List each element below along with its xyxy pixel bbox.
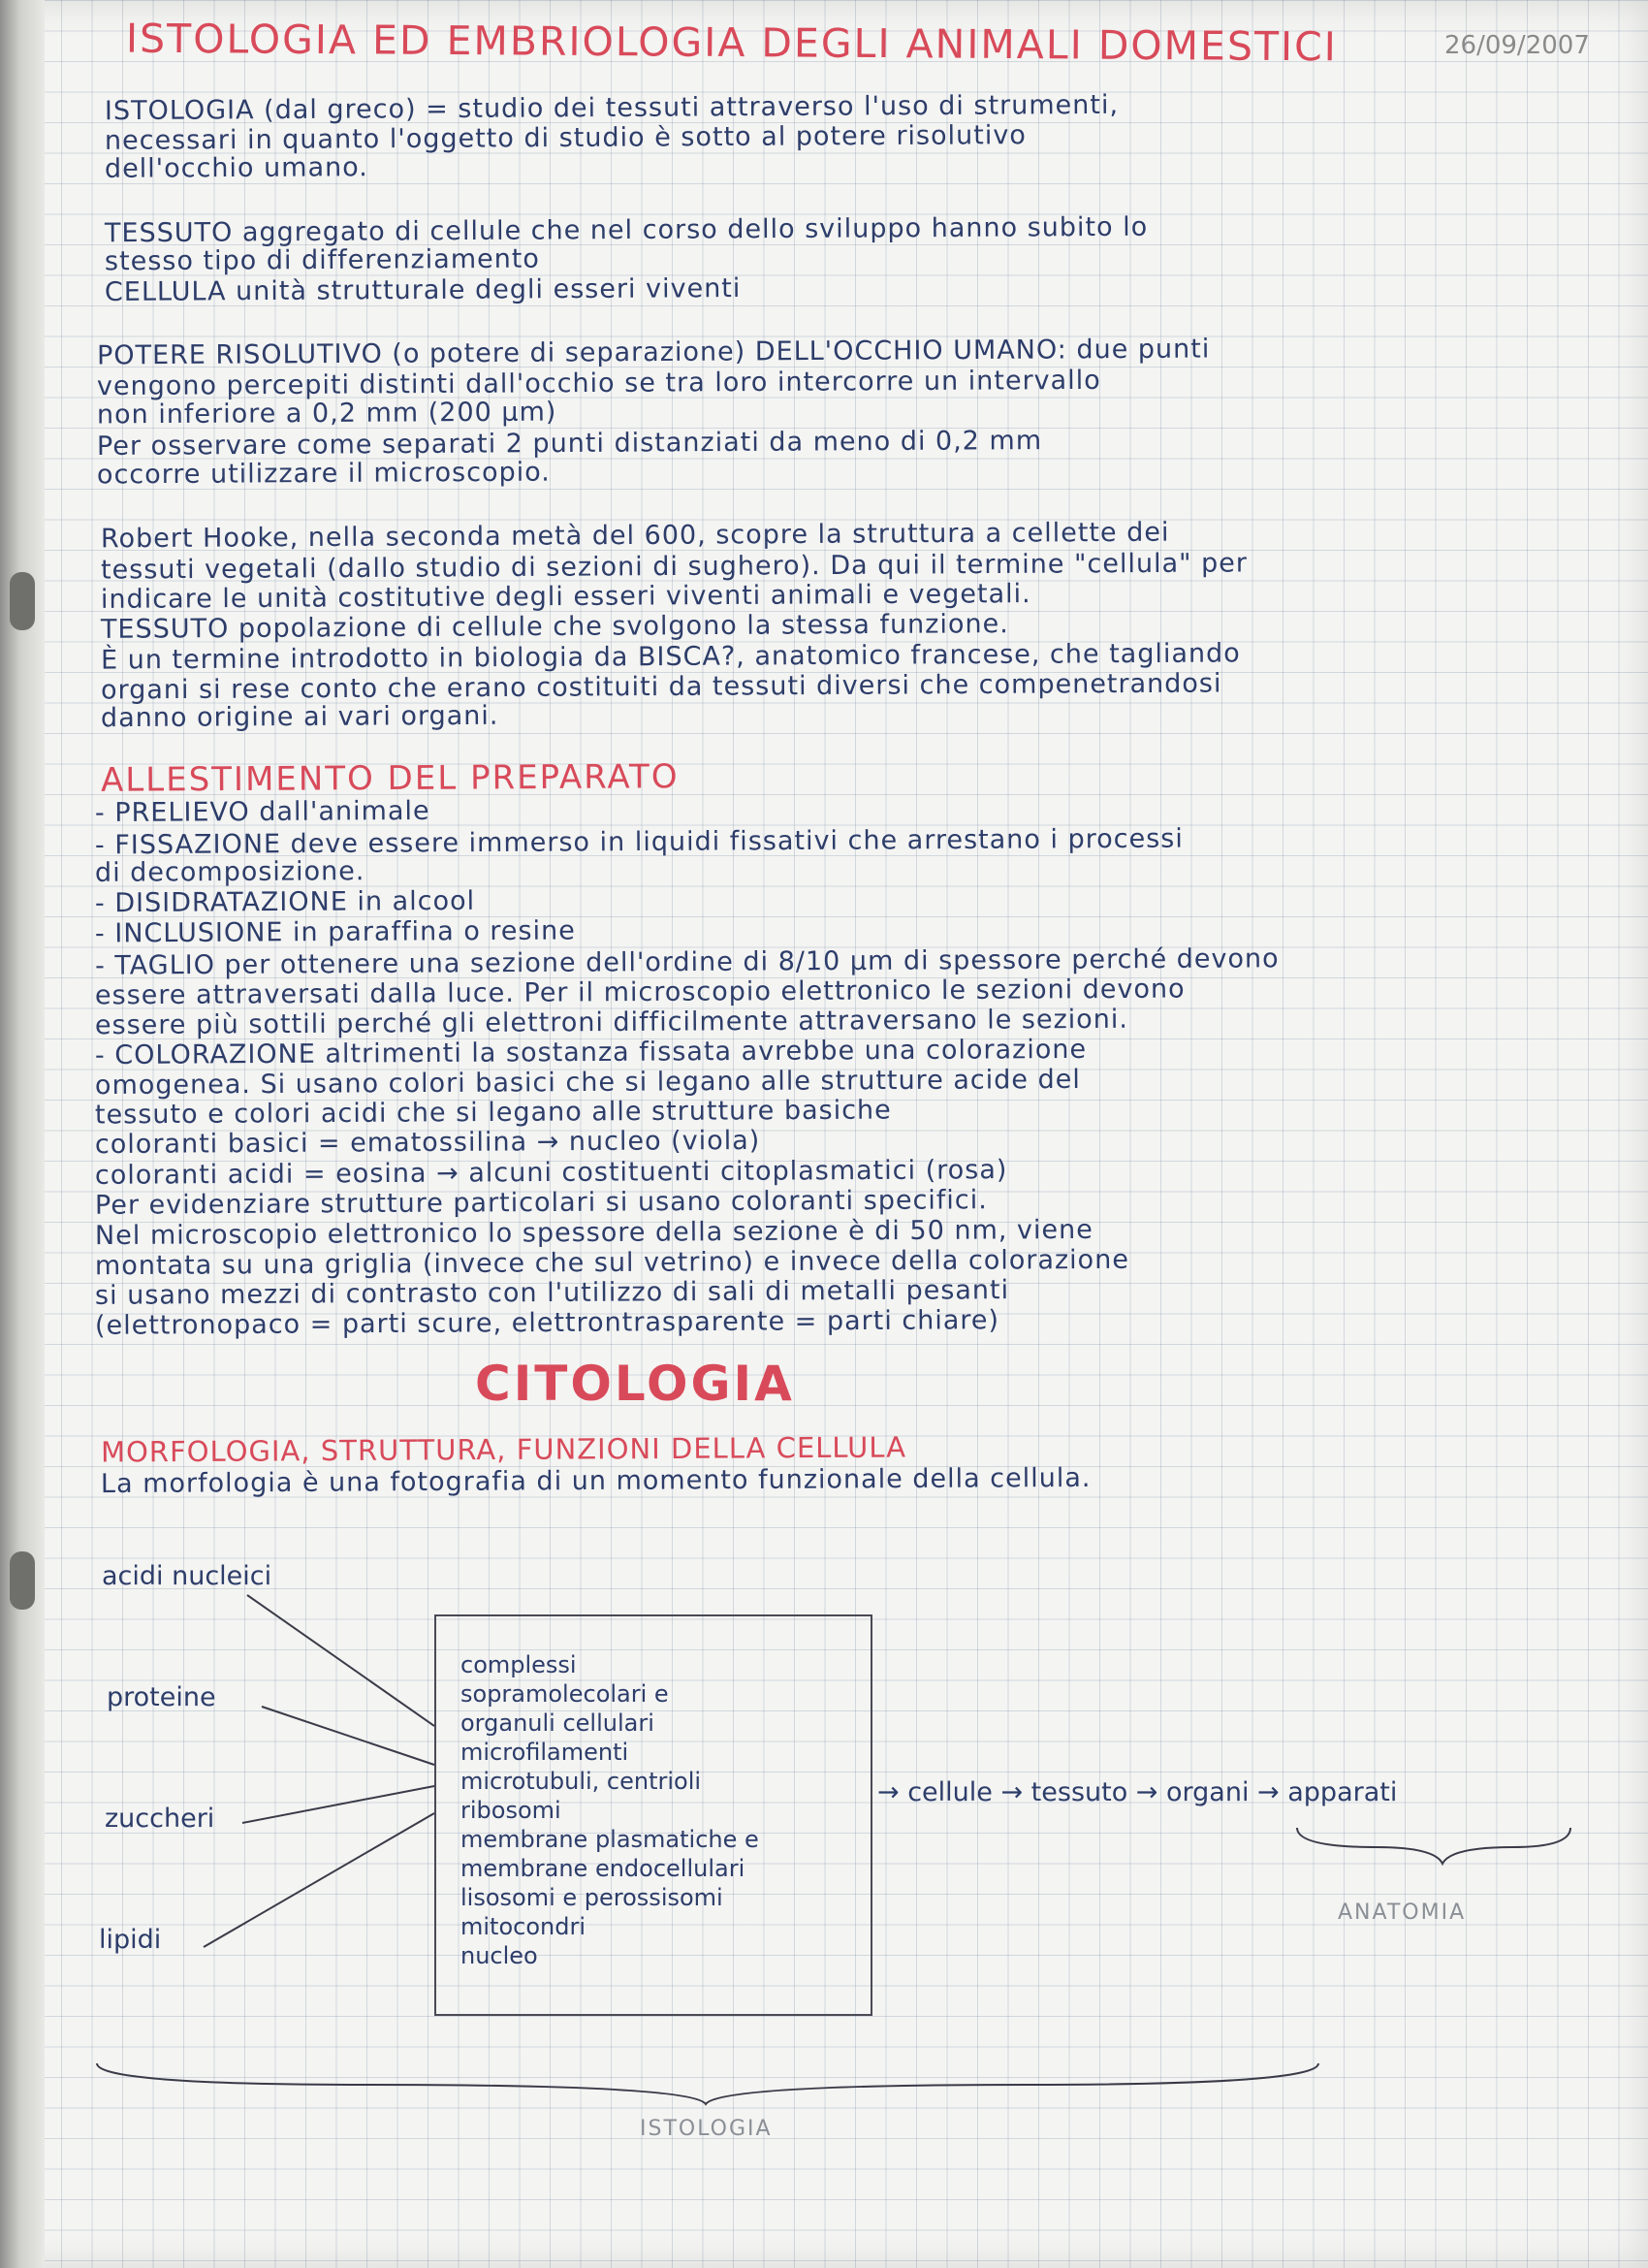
list-item: di decomposizione. (94, 856, 365, 888)
box-item: microtubuli, centrioli (460, 1768, 702, 1795)
text-line: organi si rese conto che erano costituiti da tessuti diversi che compenetrandosi (100, 668, 1222, 706)
page-date: 26/09/2007 (1444, 31, 1590, 60)
list-item: coloranti basici = ematossilina → nucleo (viola) (94, 1125, 761, 1161)
text-line: Per osservare come separati 2 punti distanziati da meno di 0,2 mm (96, 426, 1043, 462)
box-item: membrane endocellulari (460, 1855, 745, 1882)
text-line: necessari in quanto l'oggetto di studio è sotto al potere risolutivo (104, 120, 1027, 156)
diagram-input-label: acidi nucleici (102, 1561, 272, 1591)
list-item: - FISSAZIONE deve essere immerso in liquidi fissativi che arrestano i processi (94, 823, 1184, 861)
text-line: La morfologia è una fotografia di un momento funzionale della cellula. (100, 1462, 1092, 1500)
text-line: Nel microscopio elettronico lo spessore della sezione è di 50 nm, viene (94, 1214, 1093, 1252)
diagram-input-label: lipidi (99, 1925, 162, 1955)
text-line: ISTOLOGIA (dal greco) = studio dei tessuti attraverso l'uso di strumenti, (104, 89, 1120, 127)
connector-line (262, 1707, 434, 1765)
list-item: - PRELIEVO dall'animale (94, 795, 430, 829)
text-line: È un termine introdotto in biologia da BISCA?, anatomico francese, che tagliando (100, 638, 1241, 676)
text-line: dell'occhio umano. (104, 152, 368, 184)
box-item: mitocondri (460, 1913, 586, 1940)
connector-line (247, 1595, 434, 1726)
text-line: stesso tipo di differenziamento (104, 243, 540, 277)
section-heading-citologia: CITOLOGIA (475, 1356, 795, 1412)
text-line: POTERE RISOLUTIVO (o potere di separazione) DELL'OCCHIO UMANO: due punti (96, 334, 1211, 371)
text-line: TESSUTO popolazione di cellule che svolgono la stessa funzione. (100, 609, 1009, 645)
list-item: omogenea. Si usano colori basici che si legano alle strutture acide del (94, 1064, 1081, 1102)
subheading-morfologia: MORFOLOGIA, STRUTTURA, FUNZIONI DELLA CELLULA (100, 1430, 907, 1469)
box-item: membrane plasmatiche e (460, 1826, 759, 1853)
section-heading-allestimento: ALLESTIMENTO DEL PREPARATO (100, 757, 680, 800)
list-item: - DISIDRATAZIONE in alcool (94, 885, 476, 919)
text-line: montata su una griglia (invece che sul vetrino) e invece della colorazione (94, 1244, 1129, 1282)
istologia-brace (97, 2063, 1318, 2104)
box-item: nucleo (460, 1942, 538, 1969)
box-item: microfilamenti (460, 1739, 629, 1766)
text-line: occorre utilizzare il microscopio. (96, 457, 551, 491)
hierarchy-flow: → cellule → tessuto → organi → apparati (877, 1777, 1398, 1807)
list-item: - INCLUSIONE in paraffina o resine (94, 915, 576, 949)
list-item: - COLORAZIONE altrimenti la sostanza fissata avrebbe una colorazione (94, 1034, 1088, 1071)
diagram-input-label: zuccheri (105, 1804, 215, 1834)
list-item: tessuto e colori acidi che si legano alle strutture basiche (94, 1095, 892, 1131)
text-line: indicare le unità costitutive degli esseri viventi animali e vegetali. (100, 579, 1031, 615)
text-line: CELLULA unità strutturale degli esseri viventi (104, 272, 742, 308)
list-item: essere più sottili perché gli elettroni difficilmente attraversano le sezioni. (94, 1004, 1129, 1041)
text-line: (elettronopaco = parti scure, elettrontrasparente = parti chiare) (94, 1305, 1000, 1341)
page-title: ISTOLOGIA ED EMBRIOLOGIA DEGLI ANIMALI DOMESTICI (125, 15, 1338, 71)
list-item: - TAGLIO per ottenere una sezione dell'ordine di 8/10 µm di spessore perché devono (94, 943, 1280, 981)
diagram-input-label: proteine (107, 1682, 216, 1712)
list-item: essere attraversati dalla luce. Per il microscopio elettronico le sezioni devono (94, 974, 1186, 1011)
connector-line (204, 1813, 434, 1947)
label-anatomia: ANATOMIA (1338, 1901, 1467, 1925)
text-line: Per evidenziare strutture particolari si usano coloranti specifici. (94, 1185, 988, 1221)
box-item: ribosomi (460, 1797, 561, 1824)
connector-line (242, 1786, 434, 1823)
label-istologia: ISTOLOGIA (640, 2117, 773, 2141)
box-item: sopramolecolari e (460, 1680, 669, 1708)
text-line: TESSUTO aggregato di cellule che nel corso dello sviluppo hanno subito lo (104, 211, 1149, 249)
box-item: organuli cellulari (460, 1709, 654, 1737)
text-line: vengono percepiti distinti dall'occhio se tra loro intercorre un intervallo (96, 365, 1101, 402)
box-item: complessi (460, 1651, 577, 1678)
list-item: coloranti acidi = eosina → alcuni costituenti citoplasmatici (rosa) (94, 1155, 1008, 1191)
box-item: lisosomi e perossisomi (460, 1884, 723, 1911)
anatomia-brace (1297, 1828, 1570, 1864)
text-line: tessuti vegetali (dallo studio di sezioni di sughero). Da qui il termine "cellula" per (100, 548, 1249, 586)
text-line: Robert Hooke, nella seconda metà del 600, scopre la struttura a cellette dei (100, 517, 1170, 555)
text-line: danno origine ai vari organi. (100, 700, 499, 734)
text-line: si usano mezzi di contrasto con l'utilizzo di sali di metalli pesanti (94, 1275, 1010, 1311)
text-line: non inferiore a 0,2 mm (200 µm) (96, 397, 557, 431)
